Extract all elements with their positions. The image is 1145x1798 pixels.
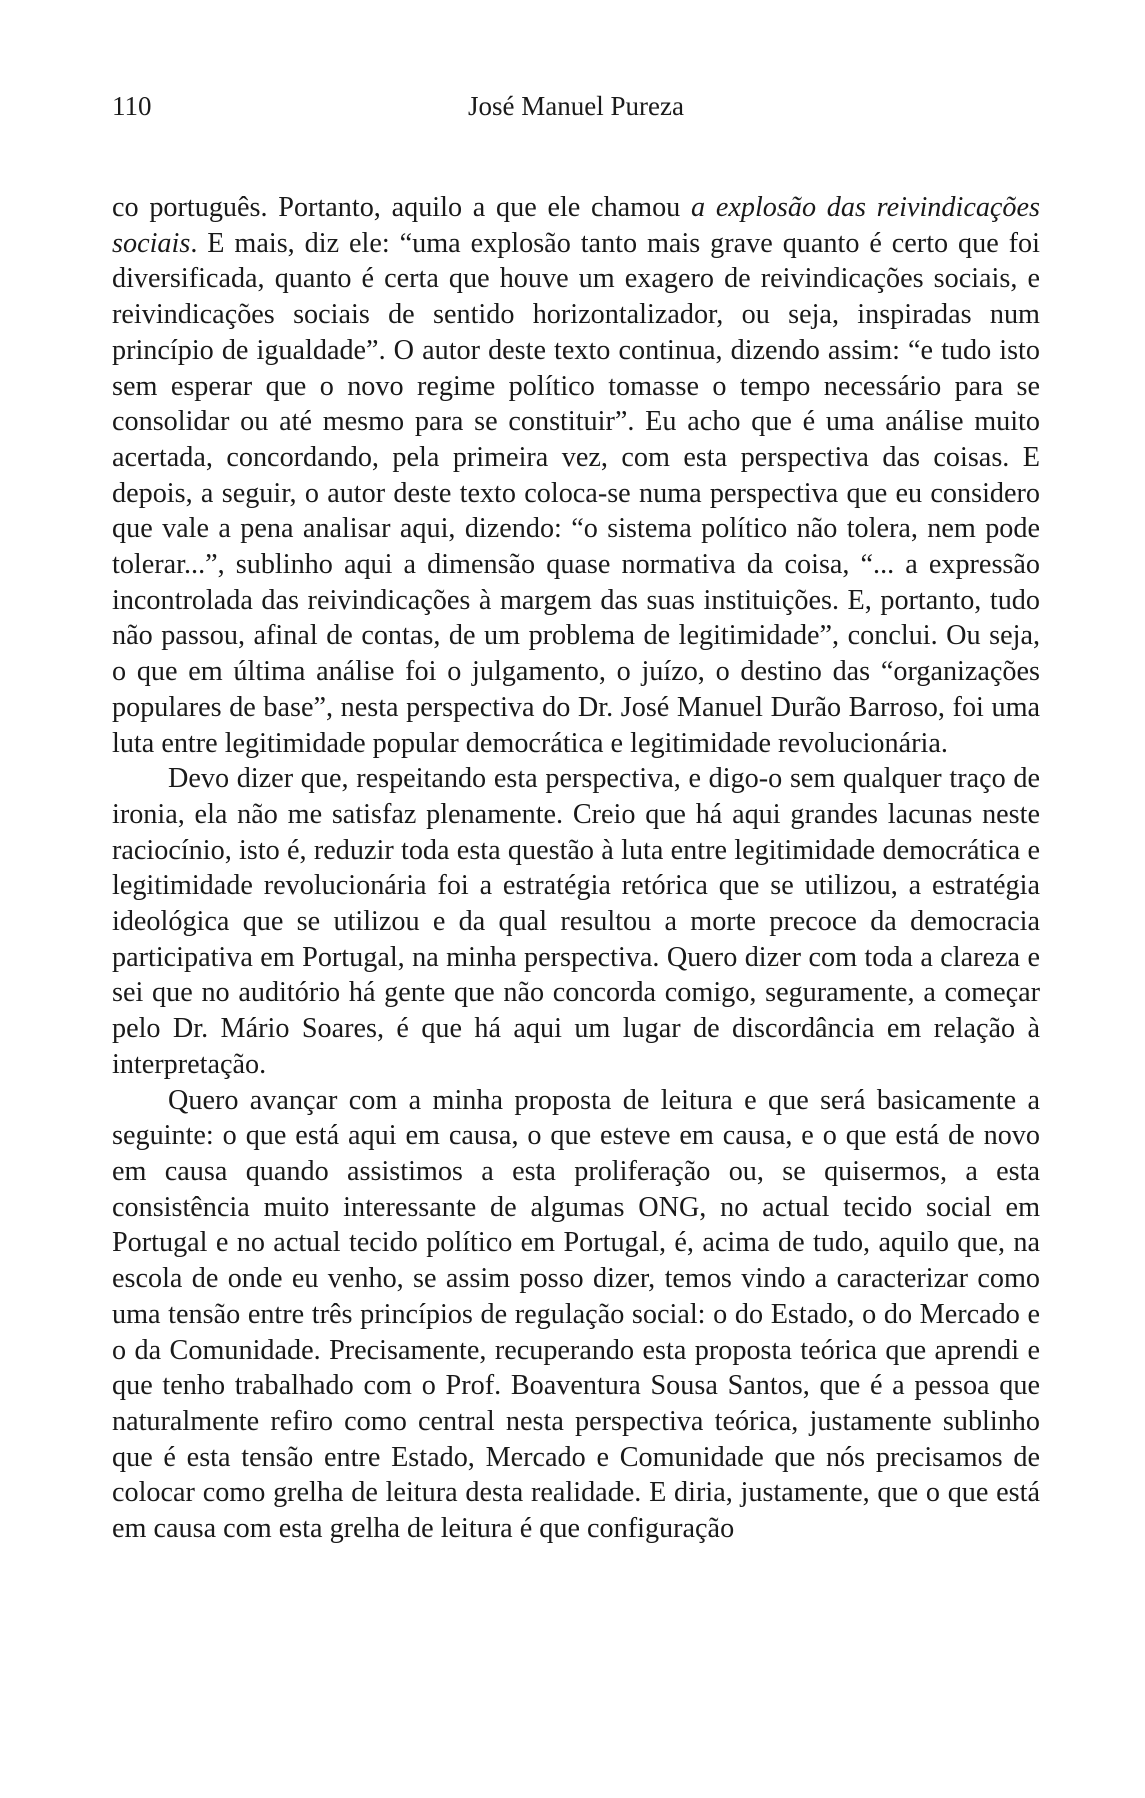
running-header xyxy=(112,86,1040,126)
paragraph-3-text: Quero avançar com a minha proposta de leitura e que será basicamente a seguinte: o que está aqui em causa, o que esteve em causa, e o que está de novo em causa quando assistimos a esta proliferação ou, se quisermos, a esta consistência muito interessante de algumas ONG, no actual tecido social em Portugal e no actual tecido político em Portugal, é, acima de tudo, aquilo que, na escola de onde eu venho, se assim posso dizer, temos vindo a caracterizar como uma tensão entre três princípios de regulação social: o do Estado, o do Mercado e o da Comunidade. Precisamente, recuperando esta proposta teórica que aprendi e que tenho trabalhado com o Prof. Boaventura Sousa Santos, que é a pessoa que naturalmente refiro como central nesta perspectiva teórica, justamente sublinho que é esta tensão entre Estado, Mercado e Comunidade que nós precisamos de colocar como grelha de leitura desta realidade. E diria, justamente, que o que está em causa com esta grelha de leitura é que configuração xyxy=(112,1084,1040,1545)
paragraph-2 xyxy=(112,761,1040,1082)
paragraph-1 xyxy=(112,190,1040,761)
page-number: 110 xyxy=(112,91,152,121)
running-title: José Manuel Pureza xyxy=(468,91,684,121)
body-text xyxy=(112,190,1040,1547)
paragraph-1-text-b: . E mais, diz ele: “uma explosão tanto mais grave quanto é certo que foi diversificada, quanto é certa que houve um exagero de reivindicações sociais, e reivindicações sociais de sentido horizontalizador, ou seja, inspiradas num princípio de igualdade”. O autor deste texto continua, dizendo assim: “e tudo isto sem esperar que o novo regime político tomasse o tempo necessário para se consolidar ou até mesmo para se constituir”. Eu acho que é uma análise muito acertada, concordando, pela primeira vez, com esta perspectiva das coisas. E depois, a seguir, o autor deste texto coloca-se numa perspectiva que eu considero que vale a pena analisar aqui, dizendo: “o sistema político não tolera, nem pode tolerar...”, sublinho aqui a dimensão quase normativa da coisa, “... a expressão incontrolada das reivindicações à margem das suas instituições. E, portanto, tudo não passou, afinal de contas, de um problema de legitimidade”, conclui. Ou seja, o que em última análise foi o julgamento, o juízo, o destino das “organizações populares de base”, nesta perspectiva do Dr. José Manuel Durão Barroso, foi uma luta entre legitimidade popular democrática e legitimidade revolucionária. xyxy=(112,227,1040,759)
paragraph-2-text: Devo dizer que, respeitando esta perspectiva, e digo-o sem qualquer traço de ironia, ela não me satisfaz plenamente. Creio que há aqui grandes lacunas neste raciocínio, isto é, reduzir toda esta questão à luta entre legitimidade democrática e legitimidade revolucionária foi a estratégia retórica que se utilizou, a estratégia ideológica que se utilizou e da qual resultou a morte precoce da democracia participativa em Portugal, na minha perspectiva. Quero dizer com toda a clareza e sei que no auditório há gente que não concorda comigo, seguramente, a começar pelo Dr. Mário Soares, é que há aqui um lugar de discordância em relação à interpretação. xyxy=(112,763,1040,1080)
paragraph-1-italic-quote: a explosão das reivindicações sociais xyxy=(112,192,1041,259)
paragraph-1-text-a: co português. Portanto, aquilo a que ele chamou xyxy=(112,192,692,223)
paragraph-3 xyxy=(112,1083,1040,1547)
